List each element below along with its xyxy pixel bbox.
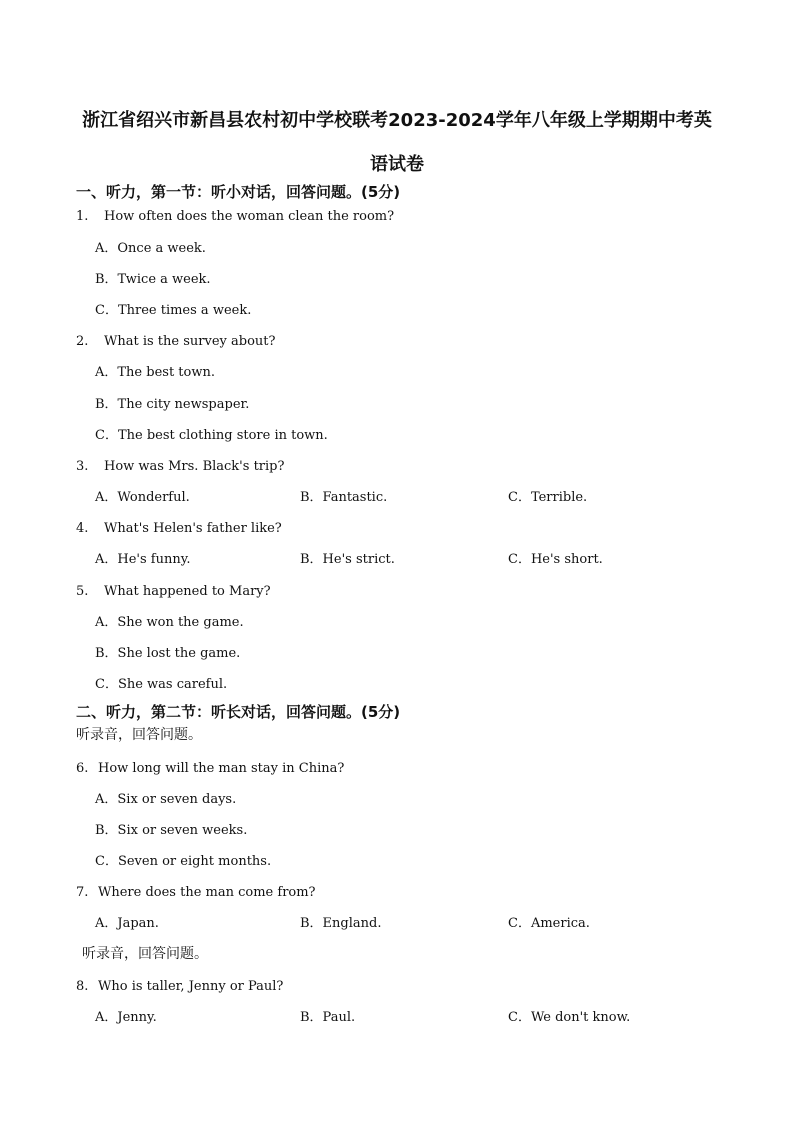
question-number: 7. [76, 885, 89, 900]
option-a: A．The best town. [95, 365, 215, 380]
option-a: A．He's funny. [95, 552, 191, 567]
question-number: 6. [76, 761, 89, 776]
option-c: C．Three times a week. [95, 303, 252, 318]
exam-title-line-2: 语试卷 [370, 154, 424, 175]
question-number: 8. [76, 979, 89, 994]
listening-instruction: 听录音，回答问题。 [76, 727, 202, 743]
question-text: What's Helen's father like? [104, 521, 282, 536]
section-2-heading: 二、听力，第二节：听长对话，回答问题。(5分) [76, 703, 401, 721]
section-1-heading: 一、听力，第一节：听小对话，回答问题。(5分) [76, 183, 401, 201]
question-number: 2. [76, 334, 89, 349]
option-a: A．She won the game. [95, 615, 244, 630]
option-b: B．He's strict. [300, 552, 395, 567]
option-a: A．Once a week. [95, 241, 206, 256]
question-text: Where does the man come from? [98, 885, 316, 900]
question-number: 1. [76, 209, 89, 224]
option-c: C．We don't know. [508, 1010, 631, 1025]
option-a: A．Six or seven days. [95, 792, 237, 807]
question-text: What is the survey about? [104, 334, 276, 349]
question-text: How often does the woman clean the room? [104, 209, 395, 224]
option-b: B．Fantastic. [300, 490, 388, 505]
option-c: C．He's short. [508, 552, 603, 567]
question-number: 4. [76, 521, 89, 536]
option-c: C．America. [508, 916, 590, 931]
option-a: A．Japan. [95, 916, 159, 931]
option-b: B．She lost the game. [95, 646, 241, 661]
question-text: How long will the man stay in China? [98, 761, 345, 776]
option-a: A．Jenny. [95, 1010, 157, 1025]
option-c: C．Seven or eight months. [95, 854, 272, 869]
option-b: B．Paul. [300, 1010, 356, 1025]
question-number: 3. [76, 459, 89, 474]
option-c: C．The best clothing store in town. [95, 428, 328, 443]
option-a: A．Wonderful. [95, 490, 190, 505]
option-b: B．Twice a week. [95, 272, 211, 287]
question-text: Who is taller, Jenny or Paul? [98, 979, 284, 994]
question-number: 5. [76, 584, 89, 599]
exam-title-line-1: 浙江省绍兴市新昌县农村初中学校联考2023-2024学年八年级上学期期中考英 [82, 110, 712, 131]
option-b: B．England. [300, 916, 382, 931]
option-c: C．Terrible. [508, 490, 588, 505]
option-c: C．She was careful. [95, 677, 228, 692]
question-text: What happened to Mary? [104, 584, 271, 599]
question-text: How was Mrs. Black's trip? [104, 459, 285, 474]
option-b: B．Six or seven weeks. [95, 823, 248, 838]
option-b: B．The city newspaper. [95, 397, 250, 412]
listening-instruction: 听录音，回答问题。 [82, 946, 208, 962]
